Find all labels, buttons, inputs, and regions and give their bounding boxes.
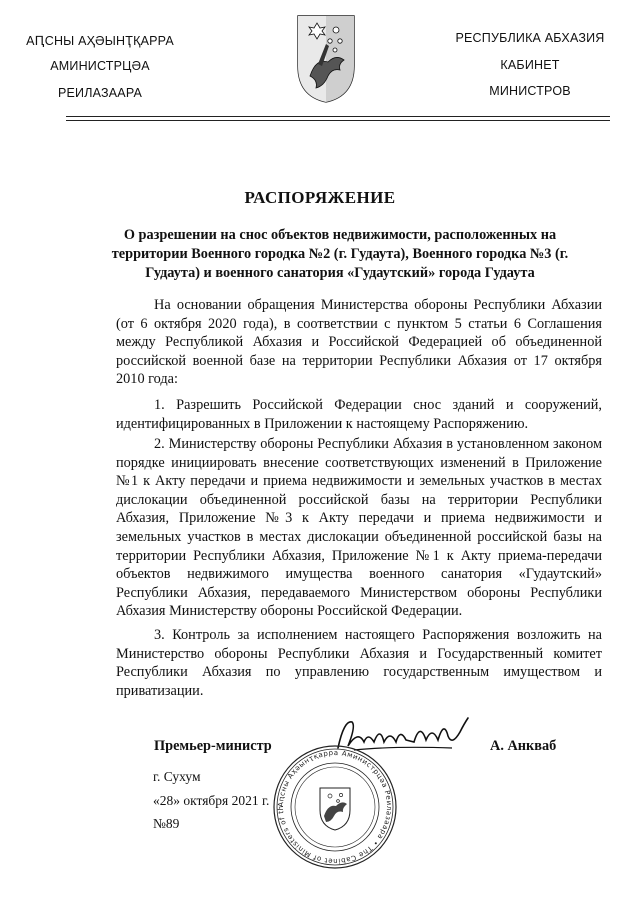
header-left-line-2: АМИНИСТРЦӘА	[50, 59, 150, 73]
issue-date: «28» октября 2021 г.	[153, 793, 270, 808]
header-right-line-3: МИНИСТРОВ	[489, 84, 571, 98]
clause-1-paragraph: 1. Разрешить Российской Федерации снос зданий и сооружений, идентифицированных в Приложении к настоящему Распоряжению.	[116, 397, 602, 432]
document-number: №89	[153, 816, 180, 831]
header-right-line-2: КАБИНЕТ	[500, 58, 560, 72]
header-left-line-3: РЕИЛАЗААРА	[57, 86, 143, 100]
signatory-name: А. Анкваб	[490, 738, 557, 754]
header-right-line-1: РЕСПУБЛИКА АБХАЗИЯ	[455, 31, 605, 45]
document-title: РАСПОРЯЖЕНИЕ	[244, 188, 396, 207]
header-divider-top	[66, 116, 610, 117]
issue-place: г. Сухум	[153, 769, 201, 784]
header-left-line-1: АԤСНЫ АҲӘЫНҬҚАРРА	[26, 34, 174, 48]
official-seal-icon	[272, 744, 398, 870]
clause-2-paragraph: 2. Министерству обороны Республики Абхазия в установленном законом порядке инициировать внесение соответствующих изменений в Приложение №1 к Акту передачи и приема недвижимости и земельных участков в местах дислокации объединенной российской базы на территории Республики Абхазия, Приложение №3 к Акту передачи и приема недвижимости и земельных участков в местах дислокации объединенной российской базы на территории Республики Абхазия, Приложение №1 к Акту приема-передачи объектов недвижимого имущества военного санатория «Гудаутский» Республики Абхазия, передаваемого Министерством обороны Республики Абхазия Министерству обороны Российской Федерации.	[116, 436, 602, 620]
coat-of-arms-icon	[296, 14, 356, 104]
preamble-paragraph: На основании обращения Министерства обороны Республики Абхазии (от 6 октября 2020 года), в соответствии с пунктом 5 статьи 6 Соглашения между Республикой Абхазия и Российской Федерацией об объединенной российской военной базе на территории Республики Абхазия от 17 октября 2010 года:	[116, 297, 602, 388]
seal-ring-text: Аԥсны Аҳәынҭқарра Аминистрцәа Реилазаара • The Cabinet of Ministers of th	[276, 748, 394, 866]
header-divider-bottom	[66, 120, 610, 121]
clause-3-paragraph: 3. Контроль за исполнением настоящего Распоряжения возложить на Министерство обороны Республики Абхазия и Государственный комитет Республики Абхазия по управлению государственным имуществом и приватизации.	[116, 627, 602, 699]
signatory-position: Премьер-министр	[154, 738, 272, 754]
document-subject: О разрешении на снос объектов недвижимости, расположенных на территории Военного городка №2 (г. Гудаута), Военного городка №3 (г. Гудаута) и военного санатория «Гудаутский» города Гудаута	[111, 227, 569, 281]
